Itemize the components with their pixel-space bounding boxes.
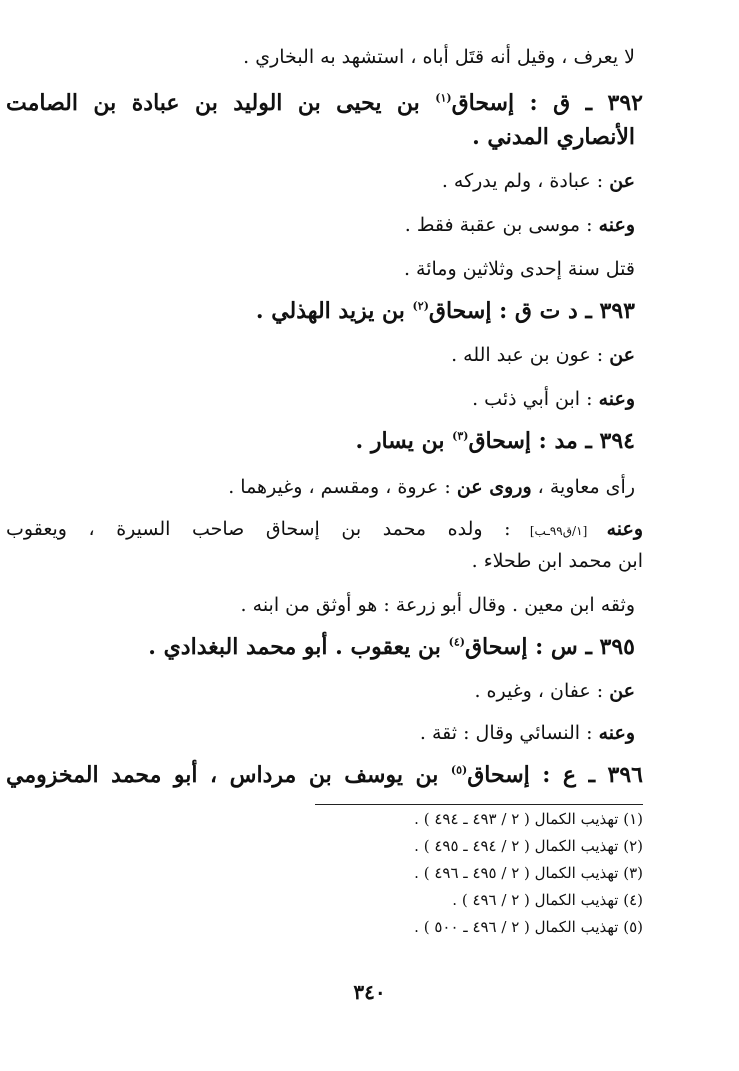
entry-lineage: بن يوسف بن مرداس ، أبو محمد المخزومي (6, 762, 451, 788)
label-wanhu: وعنه (598, 388, 635, 410)
entry-394-heading (35, 426, 635, 456)
line-text: : عروة ، ومقسم ، وغيرهما . (228, 476, 457, 498)
label-an: عن (609, 170, 635, 192)
entry-number: ٣٩٥ ـ س : (527, 634, 635, 660)
entry-number: ٣٩٤ ـ مد : (531, 428, 635, 454)
line-text: قتل سنة إحدى وثلاثين ومائة . (403, 258, 635, 280)
footnote-ref: (٢) (412, 299, 429, 313)
line-text: : عفان ، وغيره . (474, 680, 610, 702)
text-line-unknown (35, 42, 635, 72)
entry-lineage: بن يعقوب . أبو محمد البغدادي . (148, 634, 449, 660)
entry-394-students (6, 514, 643, 546)
line-text: وثقه ابن معين . وقال أبو زرعة : هو أوثق من ابنه . (240, 594, 635, 616)
entry-lineage: بن يحيى بن الوليد بن عبادة بن الصامت (6, 90, 436, 116)
footnote: (١) تهذيب الكمال ( ٢ / ٤٩٣ ـ ٤٩٤ ) . (414, 810, 643, 828)
entry-394-narration (35, 472, 635, 502)
line-text: : موسى بن عقبة فقط . (404, 214, 599, 236)
footnote-ref: (٤) (448, 635, 465, 649)
entry-lineage: بن يسار . (355, 428, 453, 454)
entry-392-teachers (35, 166, 635, 196)
label-wanhu: وعنه (598, 214, 635, 236)
footnote-divider (315, 804, 643, 805)
entry-name: إسحاق (467, 762, 530, 788)
entry-395-heading (35, 632, 635, 662)
entry-393-heading (35, 296, 635, 326)
entry-394-students-cont (43, 546, 643, 576)
line-text: : ابن أبي ذئب . (472, 388, 599, 410)
entry-number: ٣٩٣ ـ د ت ق : (491, 298, 635, 324)
footnote-ref: (٥) (450, 763, 468, 777)
entry-395-students (35, 718, 635, 748)
entry-393-teachers (35, 340, 635, 370)
page-number: ٣٤٠ (353, 980, 386, 1004)
footnote: (٢) تهذيب الكمال ( ٢ / ٤٩٤ ـ ٤٩٥ ) . (414, 837, 643, 855)
entry-number: ٣٩٦ ـ ع : (529, 762, 643, 788)
line-text: : النسائي وقال : ثقة . (419, 722, 599, 744)
entry-number: ٣٩٢ ـ ق : (514, 90, 643, 116)
line-text: ابن محمد ابن طحلاء . (471, 550, 643, 572)
entry-name: إسحاق (451, 90, 515, 116)
entry-lineage: الأنصاري المدني . (472, 124, 635, 150)
entry-392-students (35, 210, 635, 240)
line-text: : عون بن عبد الله . (451, 344, 610, 366)
entry-lineage: بن يزيد الهذلي . (255, 298, 413, 324)
line-text: : ولده محمد بن إسحاق صاحب السيرة ، ويعقوب (6, 518, 511, 540)
label-wanhu: وعنه (598, 722, 635, 744)
entry-396-heading (6, 760, 643, 790)
entry-394-reliability (35, 590, 635, 620)
entry-392-death (35, 254, 635, 284)
footnote-ref: (١) (435, 91, 452, 105)
entry-name: إسحاق (464, 634, 528, 660)
footnote-ref: (٣) (452, 429, 469, 443)
label-rawa-an: وروى عن (456, 476, 532, 498)
label-wanhu: وعنه (606, 518, 644, 540)
entry-name: إسحاق (428, 298, 492, 324)
entry-392-heading-cont (35, 122, 635, 152)
entry-name: إسحاق (468, 428, 531, 454)
label-an: عن (609, 680, 635, 702)
footnote: (٥) تهذيب الكمال ( ٢ / ٤٩٦ ـ ٥٠٠ ) . (414, 918, 643, 936)
entry-395-teachers (35, 676, 635, 706)
footnote: (٣) تهذيب الكمال ( ٢ / ٤٩٥ ـ ٤٩٦ ) . (414, 864, 643, 882)
label-an: عن (609, 344, 635, 366)
entry-392-heading (6, 88, 643, 118)
entry-393-students (35, 384, 635, 414)
line-text: لا يعرف ، وقيل أنه قتَل أباه ، استشهد به البخاري . (243, 46, 635, 68)
line-text: رأى معاوية ، (531, 476, 635, 498)
footnote: (٤) تهذيب الكمال ( ٢ / ٤٩٦ ) . (452, 891, 643, 909)
manuscript-marker: [١/ق٩٩ـب] (510, 524, 607, 538)
line-text: : عبادة ، ولم يدركه . (441, 170, 610, 192)
